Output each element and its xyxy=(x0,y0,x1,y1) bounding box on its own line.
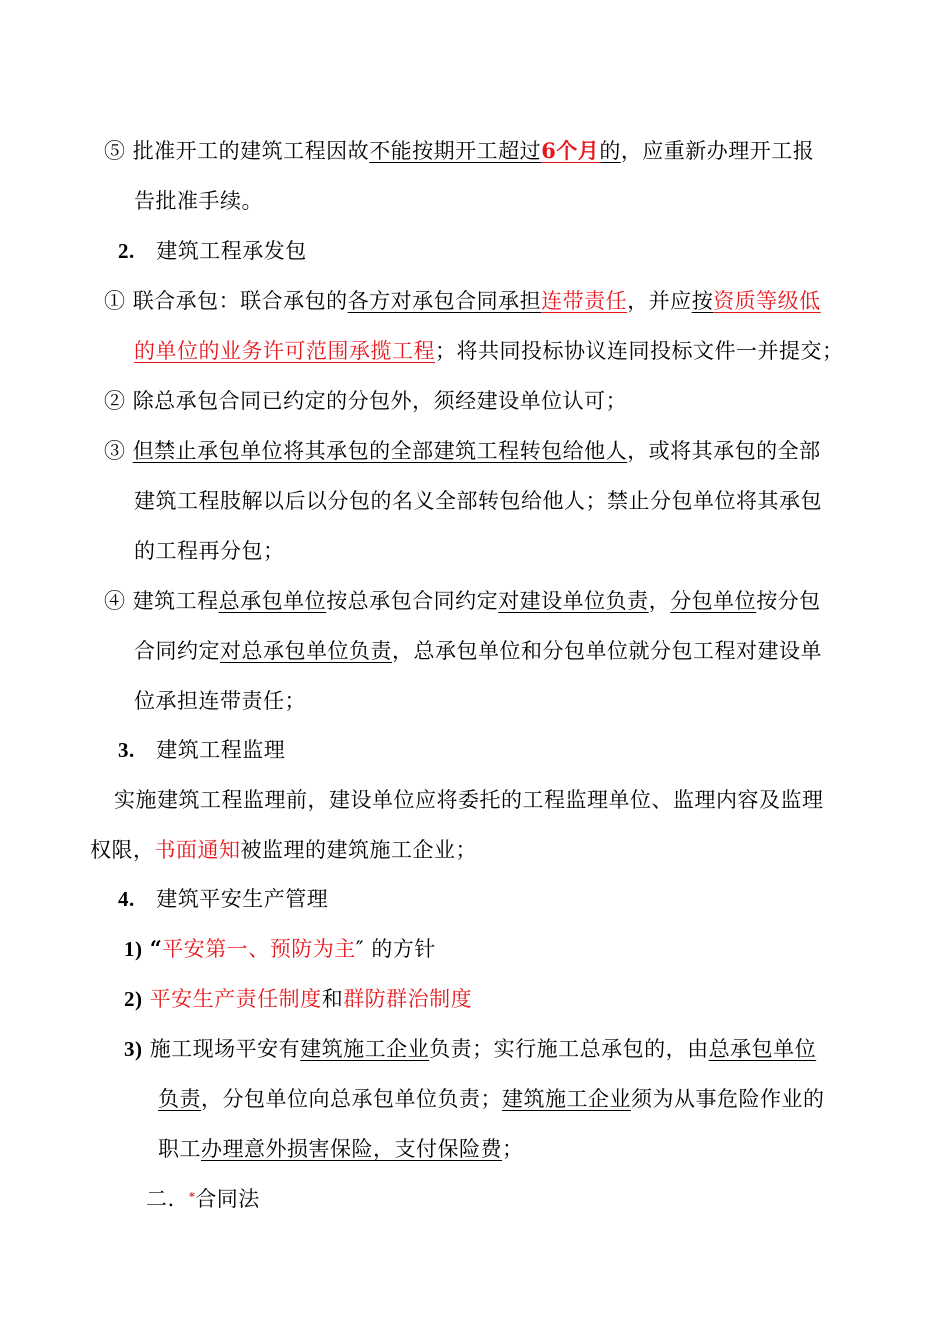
clause-1-line-1: ① 联合承包：联合承包的各方对承包合同承担连带责任，并应按资质等级低 xyxy=(104,289,821,313)
item-5-line-2: 告批准手续。 xyxy=(134,189,263,213)
section-4-heading: 4. 建筑平安生产管理 xyxy=(118,887,329,911)
circled-1-marker: ① xyxy=(104,289,126,313)
safety-item-2: 2) 平安生产责任制度和群防群治制度 xyxy=(124,987,473,1011)
circled-3-marker: ③ xyxy=(104,439,126,463)
circled-5-marker: ⑤ xyxy=(104,139,126,163)
clause-4-line-1: ④ 建筑工程总承包单位按总承包合同约定对建设单位负责，分包单位按分包 xyxy=(104,589,821,613)
supervision-line-2: 权限，书面通知被监理的建筑施工企业； xyxy=(90,838,477,862)
supervision-line-1: 实施建筑工程监理前，建设单位应将委托的工程监理单位、监理内容及监理 xyxy=(114,788,824,812)
safety-item-3-line-2: 负责，分包单位向总承包单位负责；建筑施工企业须为从事危险作业的 xyxy=(158,1087,825,1111)
clause-4-line-2: 合同约定对总承包单位负责，总承包单位和分包单位就分包工程对建设单 xyxy=(134,639,822,663)
clause-1-line-2: 的单位的业务许可范围承揽工程；将共同投标协议连同投标文件一并提交； xyxy=(134,339,844,363)
section-3-heading: 3. 建筑工程监理 xyxy=(118,738,286,762)
part-2-heading: 二. *合同法 xyxy=(146,1187,260,1211)
item-5-line-1: ⑤ 批准开工的建筑工程因故不能按期开工超过6个月的，应重新办理开工报 xyxy=(104,138,815,163)
clause-2: ② 除总承包合同已约定的分包外，须经建设单位认可； xyxy=(104,389,628,413)
clause-3-line-3: 的工程再分包； xyxy=(134,539,285,563)
safety-item-1: 1) “平安第一、预防为主″ 的方针 xyxy=(124,936,436,961)
asterisk-mark: * xyxy=(189,1190,196,1203)
circled-4-marker: ④ xyxy=(104,589,126,613)
clause-3-line-1: ③ 但禁止承包单位将其承包的全部建筑工程转包给他人，或将其承包的全部 xyxy=(104,439,821,463)
section-2-heading: 2. 建筑工程承发包 xyxy=(118,239,307,263)
clause-4-line-3: 位承担连带责任； xyxy=(134,689,306,713)
safety-item-3-line-3: 职工办理意外损害保险，支付保险费； xyxy=(158,1137,524,1161)
circled-2-marker: ② xyxy=(104,389,126,413)
clause-3-line-2: 建筑工程肢解以后以分包的名义全部转包给他人；禁止分包单位将其承包 xyxy=(134,489,822,513)
safety-item-3-line-1: 3) 施工现场平安有建筑施工企业负责；实行施工总承包的，由总承包单位 xyxy=(124,1037,817,1061)
